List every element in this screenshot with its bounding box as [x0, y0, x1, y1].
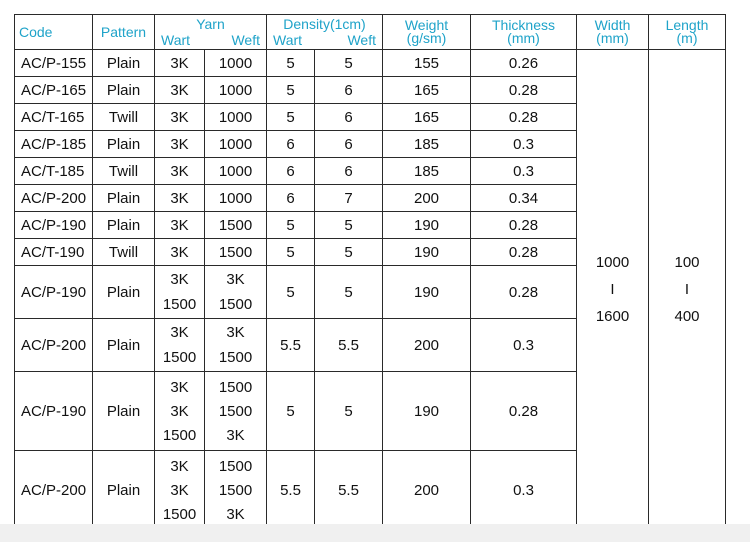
cell-pattern: Plain: [93, 50, 155, 77]
cell-yarn-weft: [205, 266, 267, 319]
table-body: [15, 50, 726, 530]
yarn-weft-value: 3K: [226, 426, 245, 444]
spec-table: [14, 14, 726, 530]
cell-code: AC/P-200: [15, 319, 93, 372]
cell-weight: 190: [383, 239, 471, 266]
header-density: [267, 15, 383, 50]
cell-density-weft: 5: [315, 266, 383, 319]
cell-pattern: Plain: [93, 319, 155, 372]
cell-thickness: 0.28: [471, 212, 577, 239]
yarn-warp-value: 3K: [170, 402, 189, 420]
yarn-warp-value: 3K: [170, 189, 189, 207]
cell-code: AC/P-200: [15, 185, 93, 212]
yarn-warp-value: 1500: [162, 426, 197, 444]
header-density-weft: Weft: [347, 32, 376, 48]
cell-density-warp: 5: [267, 266, 315, 319]
header-width-label: Width: [594, 17, 631, 33]
header-length: [649, 15, 726, 50]
header-width-unit: (mm): [596, 30, 629, 46]
cell-weight: 200: [383, 451, 471, 530]
header-weight: [383, 15, 471, 50]
cell-pattern: Plain: [93, 185, 155, 212]
cell-code: AC/P-190: [15, 212, 93, 239]
cell-code: AC/P-190: [15, 266, 93, 319]
cell-yarn-warp: [155, 104, 205, 131]
cell-code: AC/T-165: [15, 104, 93, 131]
yarn-warp-value: 1500: [162, 505, 197, 523]
cell-yarn-weft: [205, 372, 267, 451]
cell-density-weft: 5: [315, 50, 383, 77]
cell-yarn-weft: [205, 319, 267, 372]
cell-yarn-warp: [155, 131, 205, 158]
cell-density-warp: 6: [267, 185, 315, 212]
cell-weight: 190: [383, 266, 471, 319]
width-max: 1600: [595, 308, 630, 325]
header-yarn-weft: Weft: [231, 32, 260, 48]
cell-thickness: 0.26: [471, 50, 577, 77]
header-code: Code: [15, 15, 93, 50]
header-weight-unit: (g/sm): [406, 30, 447, 46]
cell-density-weft: 6: [315, 158, 383, 185]
cell-weight: 200: [383, 185, 471, 212]
cell-weight: 165: [383, 77, 471, 104]
cell-code: AC/P-190: [15, 372, 93, 451]
width-sep: I: [610, 281, 615, 298]
cell-code: AC/T-190: [15, 239, 93, 266]
header-density-warp: Wart: [273, 32, 303, 48]
yarn-weft-value: 1000: [218, 54, 253, 72]
cell-density-warp: 5: [267, 212, 315, 239]
cell-thickness: 0.34: [471, 185, 577, 212]
yarn-weft-value: 1500: [218, 481, 253, 499]
header-row: [15, 15, 726, 50]
header-thickness: [471, 15, 577, 50]
yarn-weft-value: 1500: [218, 216, 253, 234]
cell-density-warp: 5: [267, 77, 315, 104]
yarn-weft-value: 1000: [218, 108, 253, 126]
header-pattern: Pattern: [93, 15, 155, 50]
cell-yarn-weft: [205, 77, 267, 104]
cell-yarn-weft: [205, 185, 267, 212]
cell-pattern: Twill: [93, 104, 155, 131]
cell-density-warp: 5.5: [267, 319, 315, 372]
cell-code: AC/T-185: [15, 158, 93, 185]
yarn-weft-value: 1500: [218, 243, 253, 261]
header-thickness-unit: (mm): [507, 30, 540, 46]
yarn-weft-value: 3K: [226, 324, 245, 341]
yarn-warp-value: 3K: [170, 481, 189, 499]
yarn-warp-value: 3K: [170, 81, 189, 99]
cell-weight: 190: [383, 212, 471, 239]
cell-code: AC/P-185: [15, 131, 93, 158]
cell-density-weft: 5.5: [315, 319, 383, 372]
cell-density-weft: 6: [315, 77, 383, 104]
cell-density-weft: 5: [315, 212, 383, 239]
cell-weight: 185: [383, 131, 471, 158]
yarn-weft-value: 3K: [226, 271, 245, 288]
cell-yarn-weft: [205, 239, 267, 266]
cell-weight: 165: [383, 104, 471, 131]
cell-pattern: Plain: [93, 77, 155, 104]
yarn-warp-value: 3K: [170, 378, 189, 396]
cell-weight: 200: [383, 319, 471, 372]
cell-density-warp: 5: [267, 50, 315, 77]
cell-thickness: 0.28: [471, 372, 577, 451]
cell-weight: 190: [383, 372, 471, 451]
cell-thickness: 0.28: [471, 104, 577, 131]
cell-thickness: 0.28: [471, 266, 577, 319]
cell-pattern: Plain: [93, 131, 155, 158]
cell-yarn-weft: [205, 451, 267, 530]
length-sep: I: [684, 281, 690, 298]
cell-yarn-warp: [155, 239, 205, 266]
yarn-warp-value: 3K: [170, 216, 189, 234]
cell-pattern: Plain: [93, 372, 155, 451]
cell-yarn-warp: [155, 451, 205, 530]
cell-density-weft: 6: [315, 104, 383, 131]
cell-density-warp: 5: [267, 104, 315, 131]
cell-length: [649, 50, 726, 530]
yarn-warp-value: 1500: [162, 296, 197, 313]
cell-width: [577, 50, 649, 530]
cell-density-warp: 5: [267, 372, 315, 451]
cell-code: AC/P-165: [15, 77, 93, 104]
cell-thickness: 0.3: [471, 451, 577, 530]
header-length-unit: (m): [676, 30, 698, 46]
cell-pattern: Twill: [93, 239, 155, 266]
yarn-weft-value: 1000: [218, 135, 253, 153]
cell-density-warp: 6: [267, 158, 315, 185]
cell-yarn-warp: [155, 77, 205, 104]
cell-density-weft: 5: [315, 372, 383, 451]
length-min: 100: [674, 254, 700, 271]
header-density-label: Density(1cm): [283, 16, 366, 32]
cell-yarn-warp: [155, 372, 205, 451]
yarn-warp-value: 3K: [170, 108, 189, 126]
yarn-weft-value: 1500: [218, 402, 253, 420]
cell-yarn-weft: [205, 104, 267, 131]
yarn-weft-value: 3K: [226, 505, 245, 523]
cell-yarn-warp: [155, 185, 205, 212]
cell-yarn-weft: [205, 158, 267, 185]
cell-density-warp: 5: [267, 239, 315, 266]
yarn-weft-value: 1500: [218, 296, 253, 313]
header-width: [577, 15, 649, 50]
cell-yarn-warp: [155, 158, 205, 185]
cell-yarn-warp: [155, 266, 205, 319]
table-row: [15, 50, 726, 77]
width-min: 1000: [595, 254, 630, 271]
yarn-weft-value: 1500: [218, 457, 253, 475]
cell-code: AC/P-200: [15, 451, 93, 530]
cell-thickness: 0.3: [471, 131, 577, 158]
cell-pattern: Twill: [93, 158, 155, 185]
yarn-weft-value: 1500: [218, 349, 253, 366]
header-weight-label: Weight: [404, 17, 449, 33]
cell-density-warp: 6: [267, 131, 315, 158]
header-yarn-label: Yarn: [196, 16, 225, 32]
yarn-warp-value: 3K: [170, 271, 189, 288]
cell-yarn-warp: [155, 50, 205, 77]
header-yarn: [155, 15, 267, 50]
cell-pattern: Plain: [93, 212, 155, 239]
cell-density-warp: 5.5: [267, 451, 315, 530]
cell-yarn-weft: [205, 50, 267, 77]
cell-density-weft: 5: [315, 239, 383, 266]
cell-thickness: 0.28: [471, 239, 577, 266]
header-thickness-label: Thickness: [491, 17, 556, 33]
cell-weight: 155: [383, 50, 471, 77]
yarn-warp-value: 1500: [162, 349, 197, 366]
header-length-label: Length: [665, 17, 709, 33]
cell-density-weft: 7: [315, 185, 383, 212]
cell-thickness: 0.3: [471, 158, 577, 185]
yarn-weft-value: 1000: [218, 162, 253, 180]
cell-density-weft: 5.5: [315, 451, 383, 530]
yarn-warp-value: 3K: [170, 243, 189, 261]
cell-pattern: Plain: [93, 451, 155, 530]
cell-yarn-weft: [205, 131, 267, 158]
cell-code: AC/P-155: [15, 50, 93, 77]
cell-yarn-warp: [155, 212, 205, 239]
cell-yarn-weft: [205, 212, 267, 239]
cell-pattern: Plain: [93, 266, 155, 319]
yarn-warp-value: 3K: [170, 135, 189, 153]
yarn-warp-value: 3K: [170, 457, 189, 475]
yarn-warp-value: 3K: [170, 324, 189, 341]
yarn-warp-value: 3K: [170, 54, 189, 72]
length-max: 400: [674, 308, 700, 325]
cell-density-weft: 6: [315, 131, 383, 158]
cell-weight: 185: [383, 158, 471, 185]
cell-thickness: 0.28: [471, 77, 577, 104]
yarn-weft-value: 1000: [218, 81, 253, 99]
yarn-warp-value: 3K: [170, 162, 189, 180]
header-yarn-warp: Wart: [161, 32, 191, 48]
bottom-strip: [0, 524, 750, 542]
yarn-weft-value: 1500: [218, 378, 253, 396]
cell-yarn-warp: [155, 319, 205, 372]
yarn-weft-value: 1000: [218, 189, 253, 207]
cell-thickness: 0.3: [471, 319, 577, 372]
